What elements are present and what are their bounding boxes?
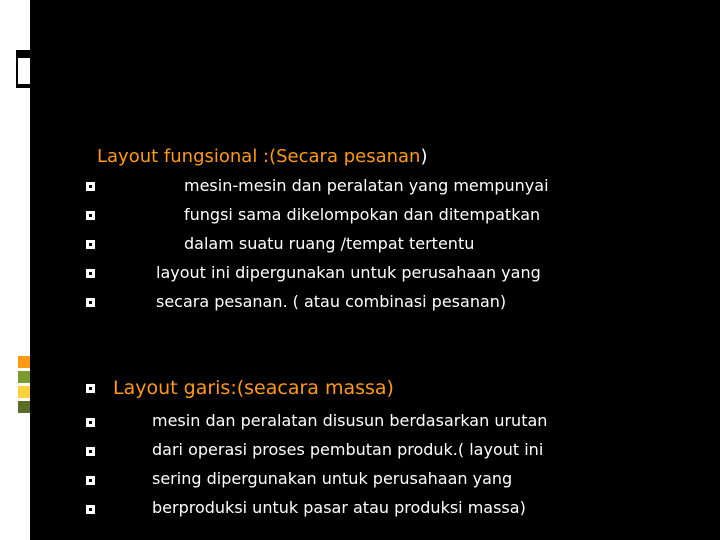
edge-square-1 [18, 356, 30, 368]
edge-decoration-inner [18, 58, 30, 84]
section2-heading: Layout garis:(seacara massa) [113, 377, 394, 399]
square-bullet-icon [86, 211, 95, 220]
section1-line-3: dalam suatu ruang /tempat tertentu [184, 234, 475, 253]
section1-line-1: mesin-mesin dan peralatan yang mempunyai [184, 176, 549, 195]
square-bullet-icon [86, 447, 95, 456]
square-bullet-icon [86, 182, 95, 191]
section1-heading [97, 146, 428, 167]
section2-line-4: berproduksi untuk pasar atau produksi massa) [152, 498, 526, 517]
square-bullet-icon [86, 505, 95, 514]
section2-line-1: mesin dan peralatan disusun berdasarkan urutan [152, 411, 548, 430]
section1-line-4: layout ini dipergunakan untuk perusahaan yang [156, 263, 541, 282]
square-bullet-icon [86, 240, 95, 249]
edge-decoration-line [14, 50, 16, 88]
section2-line-2: dari operasi proses pembutan produk.( layout ini [152, 440, 544, 459]
square-bullet-icon [86, 298, 95, 307]
edge-square-3 [18, 386, 30, 398]
section1-heading-close: ) [420, 146, 428, 167]
section1-heading-text: Layout fungsional :(Secara pesanan [97, 146, 421, 167]
section2-line-3: sering dipergunakan untuk perusahaan yang [152, 469, 513, 488]
square-bullet-icon [86, 269, 95, 278]
section1-line-2: fungsi sama dikelompokan dan ditempatkan [184, 205, 541, 224]
section1-line-5: secara pesanan. ( atau combinasi pesanan) [156, 292, 507, 311]
edge-square-2 [18, 371, 30, 383]
square-bullet-icon [86, 476, 95, 485]
square-bullet-icon [86, 384, 95, 393]
edge-color-squares [18, 356, 30, 416]
edge-square-4 [18, 401, 30, 413]
square-bullet-icon [86, 418, 95, 427]
